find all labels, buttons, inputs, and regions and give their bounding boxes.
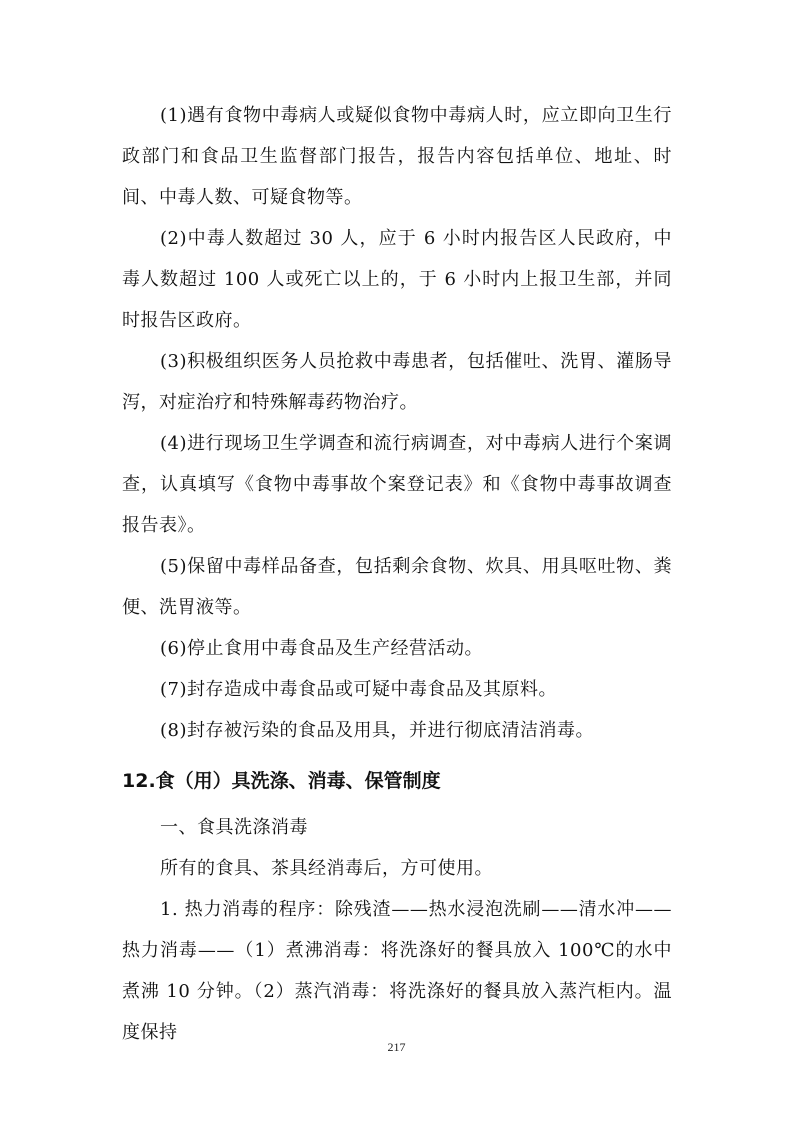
paragraph-heat-disinfection: 1. 热力消毒的程序：除残渣——热水浸泡洗刷——清水冲——热力消毒——（1）煮沸消毒：将洗涤好的餐具放入 100℃的水中煮沸 10 分钟。（2）蒸汽消毒：将洗涤好的餐具放入蒸汽柜内。温度保持 — [122, 899, 672, 1043]
paragraph-rescue-patients: (3)积极组织医务人员抢救中毒患者，包括催吐、洗胃、灌肠导泻，对症治疗和特殊解毒药物治疗。 — [122, 351, 672, 413]
paragraph-report-thresholds: (2)中毒人数超过 30 人，应于 6 小时内报告区人民政府，中毒人数超过 100 人或死亡以上的，于 6 小时内上报卫生部，并同时报告区政府。 — [122, 228, 672, 331]
paragraph-stop-consumption: (6)停止食用中毒食品及生产经营活动。 — [160, 638, 483, 659]
paragraph-seal-food: (7)封存造成中毒食品或可疑中毒食品及其原料。 — [160, 679, 557, 700]
page-number: 217 — [387, 1040, 406, 1054]
section-heading: 12.食（用）具洗涤、消毒、保管制度 — [122, 770, 441, 792]
paragraph-seal-utensils: (8)封存被污染的食品及用具，并进行彻底清洁消毒。 — [160, 720, 594, 741]
paragraph-investigation: (4)进行现场卫生学调查和流行病调查，对中毒病人进行个案调查，认真填写《食物中毒事故个案登记表》和《食物中毒事故调查报告表》。 — [122, 433, 672, 536]
subsection-title: 一、食具洗涤消毒 — [160, 817, 308, 838]
paragraph-disinfect-before-use: 所有的食具、茶具经消毒后，方可使用。 — [160, 858, 493, 879]
paragraph-report-poisoning: (1)遇有食物中毒病人或疑似食物中毒病人时，应立即向卫生行政部门和食品卫生监督部门报告，报告内容包括单位、地址、时间、中毒人数、可疑食物等。 — [122, 105, 672, 208]
paragraph-keep-samples: (5)保留中毒样品备查，包括剩余食物、炊具、用具呕吐物、粪便、洗胃液等。 — [122, 556, 672, 618]
